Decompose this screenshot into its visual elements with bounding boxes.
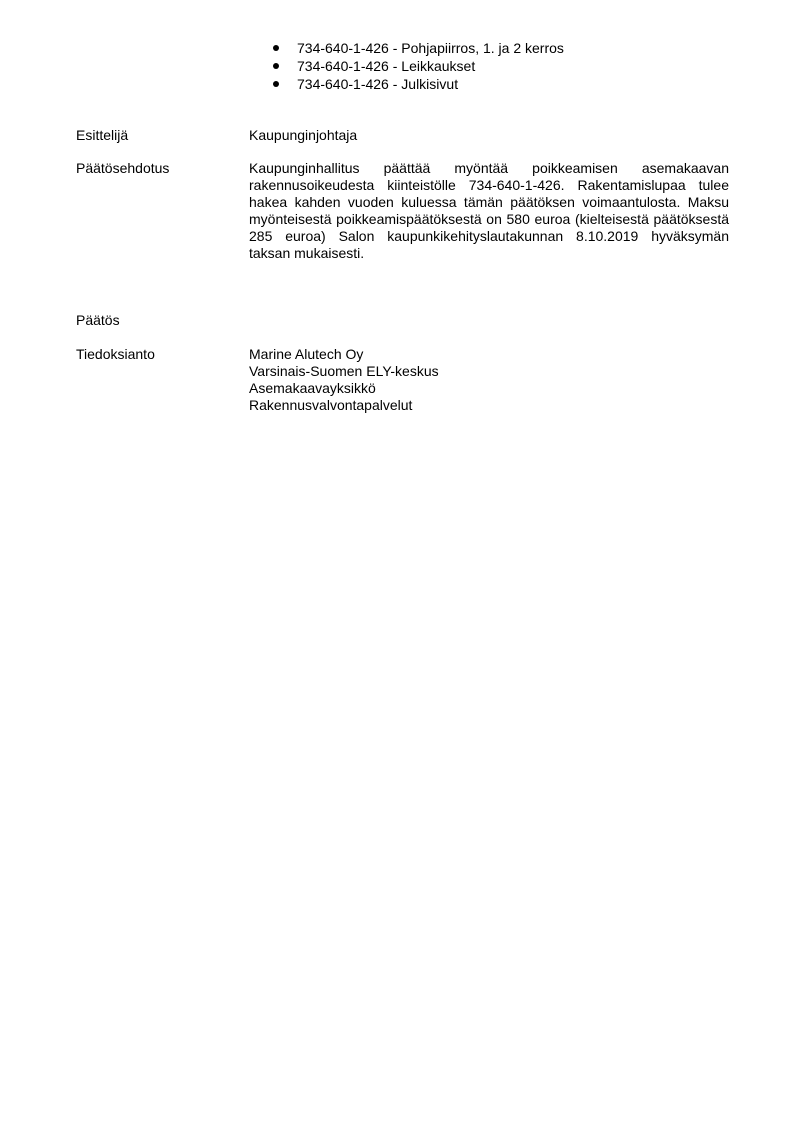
plan-list — [272, 39, 564, 93]
presenter-value: Kaupunginjohtaja — [249, 127, 358, 143]
recipient-list — [249, 346, 731, 414]
plan-list-item — [272, 57, 564, 75]
plan-item-text: 734-640-1-426 - Leikkaukset — [297, 58, 476, 74]
recipient-item: Rakennusvalvontapalvelut — [249, 397, 413, 413]
plan-item-text: 734-640-1-426 - Julkisivut — [297, 76, 459, 92]
plan-list-item — [272, 75, 564, 93]
proposal-text: Kaupunginhallitus päättää myöntää poikkeamisen asemakaavan rakennusoikeudesta kiinteistölle 734-640-1-426. Rakentamislupaa tulee hakea kahden vuoden kuluessa tämän päätöksen voimaantulosta. Maksu myönteisestä poikkeamispäätöksestä on 580 euroa (kielteisestä päätöksestä 285 euroa) Salon kaupunkikehityslautakunnan 8.10.2019 hyväksymän taksan mukaisesti. — [249, 160, 729, 261]
notification-label: Tiedoksianto — [76, 346, 155, 362]
bullet-icon — [273, 45, 279, 51]
recipient-item: Varsinais-Suomen ELY-keskus — [249, 363, 439, 379]
bullet-icon — [273, 63, 279, 69]
bullet-icon — [273, 81, 279, 87]
decision-label: Päätös — [76, 312, 120, 328]
presenter-label: Esittelijä — [76, 127, 129, 143]
proposal-label: Päätösehdotus — [76, 160, 170, 176]
plan-item-text: 734-640-1-426 - Pohjapiirros, 1. ja 2 kerros — [297, 40, 564, 56]
recipient-item: Asemakaavayksikkö — [249, 380, 376, 396]
recipient-item: Marine Alutech Oy — [249, 346, 364, 362]
plan-list-item — [272, 39, 564, 57]
